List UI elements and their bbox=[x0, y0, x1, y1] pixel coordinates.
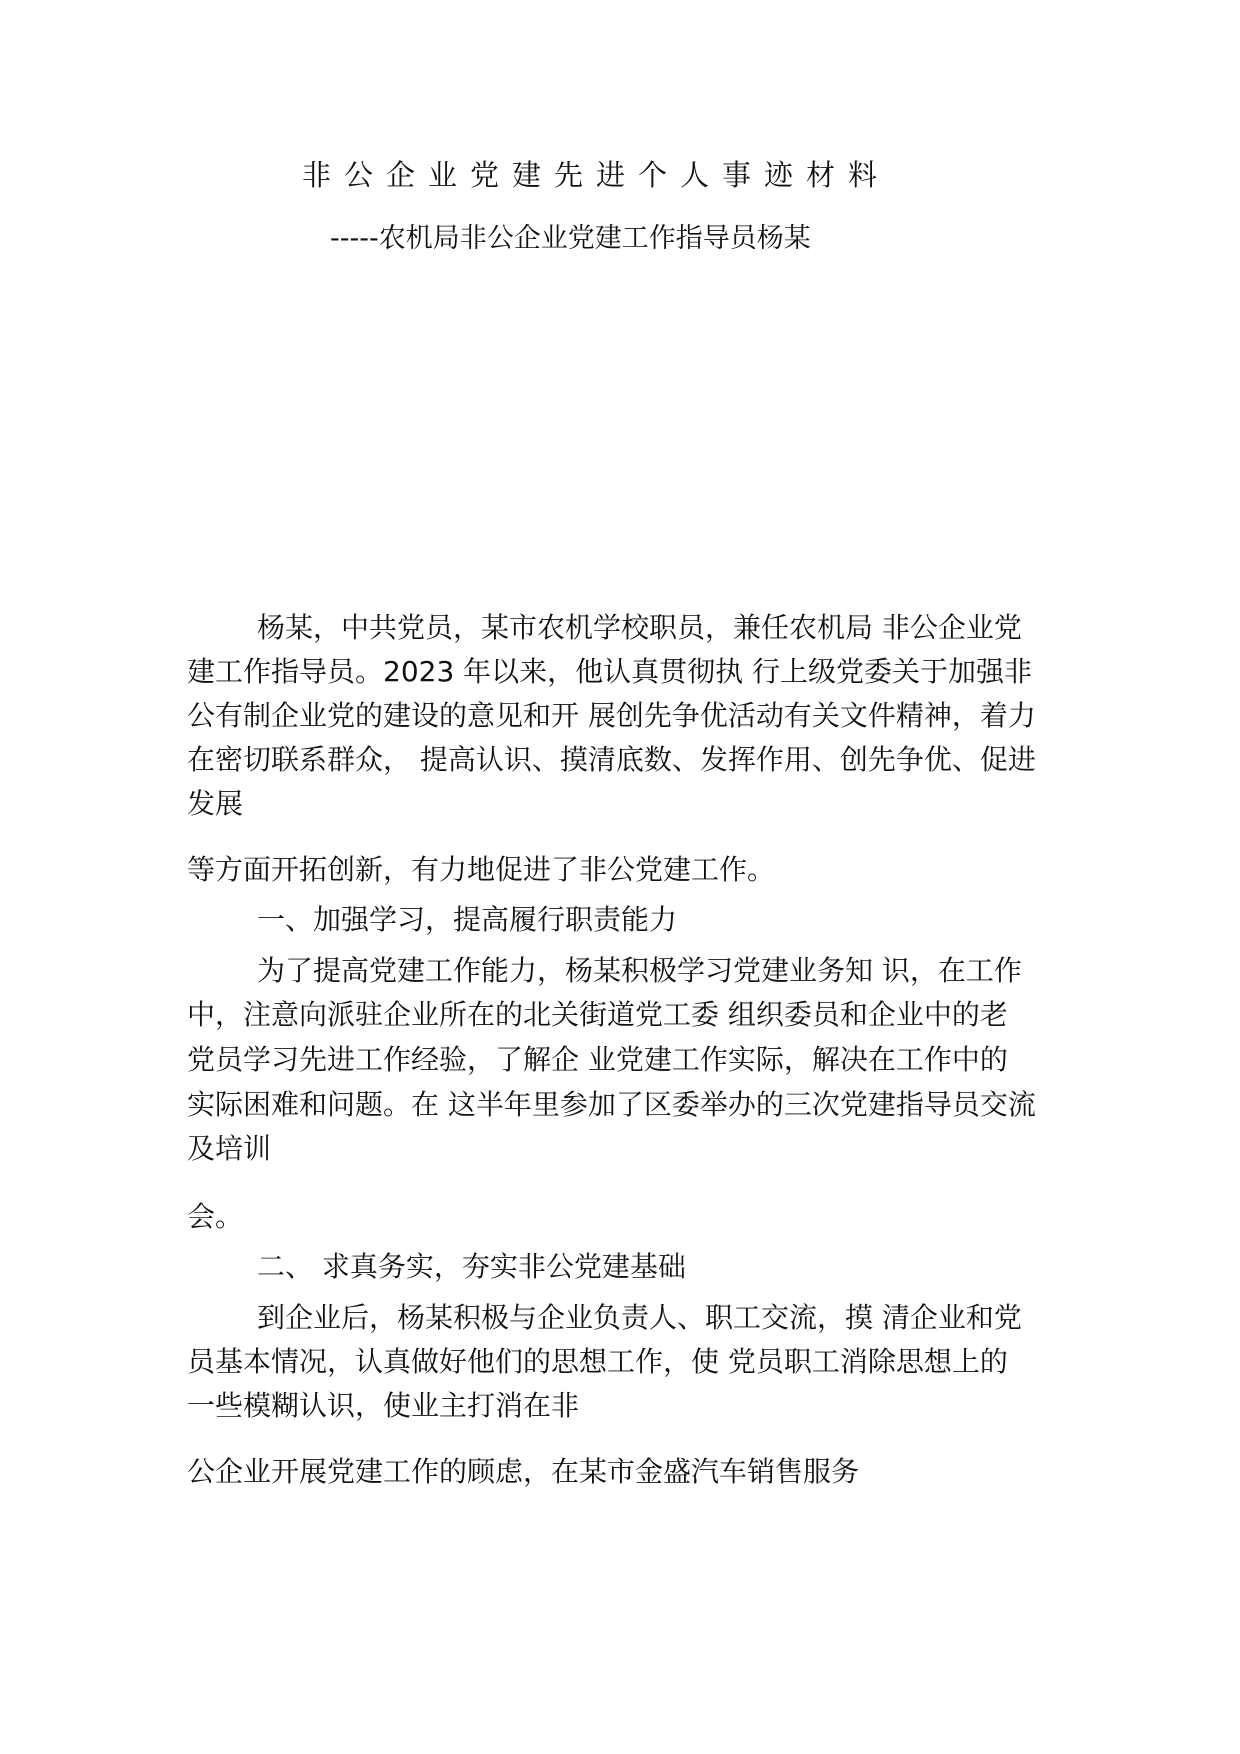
paragraph-line: 实际困难和问题。在 这半年里参加了区委举办的三次党建指导员交流 bbox=[187, 1088, 1036, 1121]
paragraph-line: 员基本情况，认真做好他们的思想工作，使 党员职工消除思想上的 bbox=[187, 1345, 1008, 1378]
paragraph-line: 一些模糊认识，使业主打消在非 bbox=[187, 1389, 580, 1422]
paragraph-line: 等方面开拓创新，有力地促进了非公党建工作。 bbox=[187, 853, 776, 886]
paragraph-line: 公企业开展党建工作的顾虑，在某市金盛汽车销售服务 bbox=[187, 1455, 860, 1488]
paragraph-line: 建工作指导员。2023 年以来，他认真贯彻执 行上级党委关于加强非 bbox=[187, 655, 1033, 688]
document-title: 非公企业党建先进个人事迹材料 bbox=[302, 158, 891, 192]
paragraph-line: 会。 bbox=[187, 1200, 244, 1233]
paragraph-line: 党员学习先进工作经验，了解企 业党建工作实际，解决在工作中的 bbox=[187, 1043, 1008, 1076]
document-subtitle: -----农机局非公企业党建工作指导员杨某 bbox=[330, 223, 811, 254]
paragraph-line: 为了提高党建工作能力，杨某积极学习党建业务知 识，在工作 bbox=[257, 954, 1022, 987]
paragraph-line: 中，注意向派驻企业所在的北关街道党工委 组织委员和企业中的老 bbox=[187, 998, 1008, 1031]
paragraph-line: 公有制企业党的建设的意见和开 展创先争优活动有关文件精神，着力 bbox=[187, 699, 1036, 732]
section-heading: 二、 求真务实，夯实非公党建基础 bbox=[257, 1250, 686, 1283]
paragraph-line: 在密切联系群众， 提高认识、摸清底数、发挥作用、创先争优、促进 bbox=[187, 743, 1036, 776]
paragraph-line: 到企业后，杨某积极与企业负责人、职工交流，摸 清企业和党 bbox=[257, 1301, 1022, 1334]
section-heading: 一、加强学习，提高履行职责能力 bbox=[257, 903, 678, 936]
paragraph-line: 及培训 bbox=[187, 1132, 272, 1165]
paragraph-line: 杨某，中共党员，某市农机学校职员，兼任农机局 非公企业党 bbox=[257, 611, 1022, 644]
paragraph-line: 发展 bbox=[187, 787, 244, 820]
